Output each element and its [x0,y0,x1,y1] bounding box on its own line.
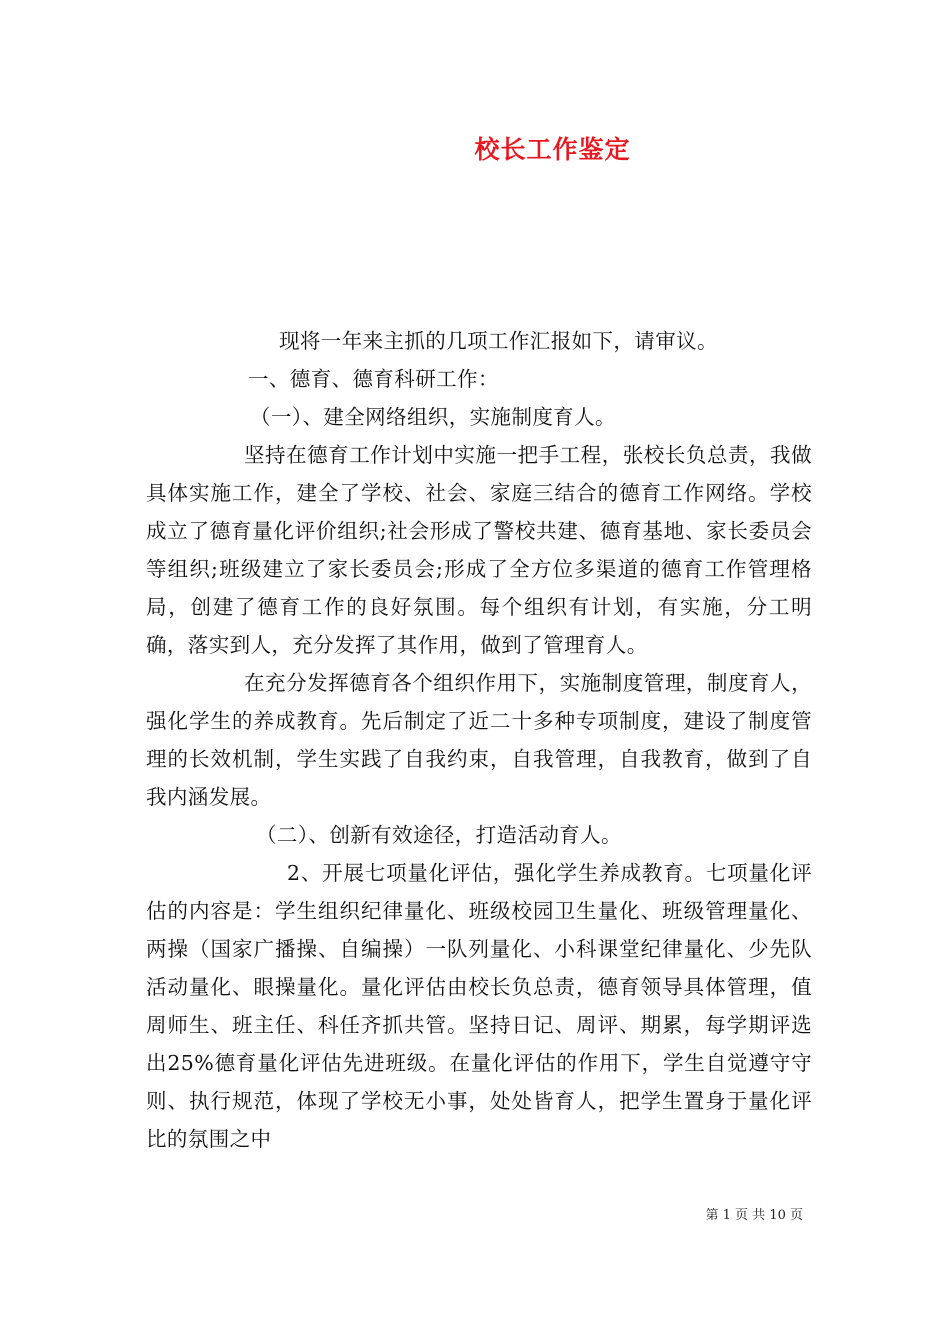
intro-paragraph: 现将一年来主抓的几项工作汇报如下，请审议。 [279,329,718,353]
page-number: 第 1 页 共 10 页 [705,1208,803,1223]
subsection-heading: （二）、创新有效途径，打造活动育人。 [256,823,622,847]
document-body [146,322,812,1158]
subsection-heading: （一）、建全网络组织，实施制度育人。 [250,405,616,429]
section-heading: 一、德育、德育科研工作： [248,367,499,391]
document-title: 校长工作鉴定 [474,135,631,164]
body-paragraph: 坚持在德育工作计划中实施一把手工程，张校长负总责，我做具体实施工作，建全了学校、社会、家庭三结合的德育工作网络。学校成立了德育量化评价组织;社会形成了警校共建、德育基地、家长委员会等组织;班级建立了家长委员会;形成了全方位多渠道的德育工作管理格局，创建了德育工作的良好氛围。每个组织有计划，有实施，分工明确，落实到人，充分发挥了其作用，做到了管理育人。 [146,443,812,657]
body-paragraph: 在充分发挥德育各个组织作用下，实施制度管理，制度育人，强化学生的养成教育。先后制定了近二十多种专项制度，建设了制度管理的长效机制，学生实践了自我约束，自我管理，自我教育，做到了自我内涵发展。 [146,671,812,809]
body-paragraph: 2、开展七项量化评估，强化学生养成教育。七项量化评估的内容是：学生组织纪律量化、班级校园卫生量化、班级管理量化、两操（国家广播操、自编操）一队列量化、小科课堂纪律量化、少先队活动量化、眼操量化。量化评估由校长负总责，德育领导具体管理，值周师生、班主任、科任齐抓共管。坚持日记、周评、期累，每学期评选出25%德育量化评估先进班级。在量化评估的作用下，学生自觉遵守守则、执行规范，体现了学校无小事，处处皆育人，把学生置身于量化评比的氛围之中 [146,861,812,1151]
